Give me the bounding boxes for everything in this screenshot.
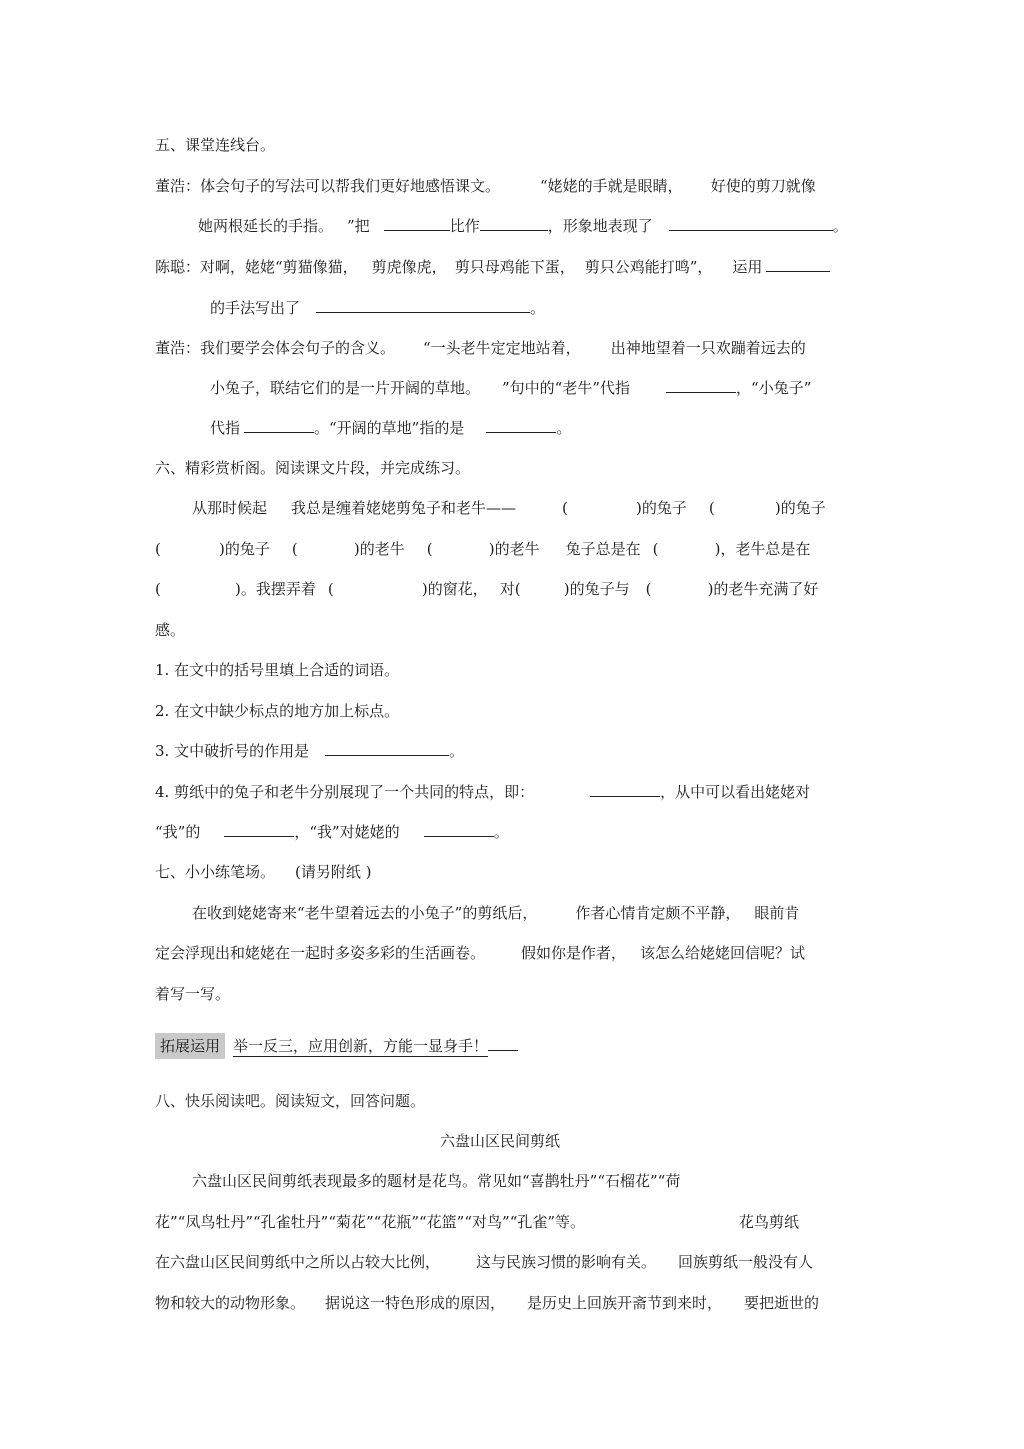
text: 代指: [210, 419, 241, 437]
s6-passage-line-4: 感。: [155, 621, 186, 639]
text: 剪只母鸡能下蛋，: [454, 258, 575, 276]
fill-blank[interactable]: [424, 822, 494, 837]
text: 。: [556, 419, 572, 437]
s6-passage-line-3: [155, 579, 818, 599]
extension-tag: 拓展运用: [155, 1033, 225, 1059]
text: 花”“凤鸟牡丹”“孔雀牡丹”“菊花”“花瓶”“花篮”“对鸟”“孔雀”等。: [155, 1213, 586, 1231]
text: ，形象地表现了: [547, 217, 653, 235]
text: 作者心情肯定颇不平静，: [575, 904, 741, 922]
paren-open[interactable]: (: [155, 580, 161, 598]
text: )的兔子: [636, 499, 687, 517]
text: )的兔子: [219, 540, 270, 558]
text: 出神地望着一只欢蹦着远去的: [610, 339, 806, 357]
text: )，老牛总是在: [714, 540, 811, 558]
text: 剪只公鸡能打鸣”，: [584, 258, 713, 276]
text: 陈聪：对啊，姥姥“剪猫像猫，: [155, 258, 358, 276]
article-title: 六盘山区民间剪纸: [440, 1132, 561, 1150]
question-2: 2. 在文中缺少标点的地方加上标点。: [155, 702, 400, 720]
paren-open[interactable]: (: [426, 540, 433, 558]
text: 我总是缠着姥姥剪兔子和老牛——: [291, 499, 517, 517]
s7-line-2: [155, 943, 805, 963]
text: 该怎么给姥姥回信呢？试: [640, 944, 806, 962]
text: 回族剪纸一般没有人: [678, 1253, 814, 1271]
fill-blank[interactable]: [590, 782, 660, 797]
text: ”把: [347, 217, 370, 235]
question-1: 1. 在文中的括号里填上合适的词语。: [155, 661, 400, 679]
text: 。: [449, 742, 465, 760]
article-line-3: [155, 1252, 813, 1272]
s5-line-4: [210, 298, 545, 318]
s5-line-2: [198, 216, 848, 236]
section-7-heading: 七、小小练笔场。: [155, 863, 276, 881]
text: 兔子总是在: [565, 540, 641, 558]
text: 在六盘山区民间剪纸中之所以占较大比例，: [155, 1253, 441, 1271]
text: )的老牛充满了好: [707, 580, 819, 598]
question-4-line-1: [155, 782, 810, 802]
fill-blank[interactable]: [384, 216, 450, 231]
text: )的窗花，: [421, 580, 488, 598]
text: “我”的: [155, 823, 201, 841]
text: ，从中可以看出姥姥对: [660, 783, 811, 801]
text: 假如你是作者，: [521, 944, 627, 962]
text: )的老牛: [488, 540, 540, 558]
text: 要把逝世的: [744, 1294, 820, 1312]
s7-line-1: [192, 903, 799, 923]
fill-blank[interactable]: [486, 418, 556, 433]
s5-line-7: [210, 418, 571, 438]
text: ，“我”对姥姥的: [294, 823, 400, 841]
article-line-2: [155, 1212, 799, 1232]
s5-line-1: [155, 176, 816, 196]
article-line-4: [155, 1293, 819, 1313]
text: 定会浮现出和姥姥在一起时多姿多彩的生活画卷。: [155, 944, 486, 962]
fill-blank[interactable]: [669, 216, 833, 231]
s5-line-3: [155, 257, 830, 277]
section-6-heading: 六、精彩赏析阁。阅读课文片段，并完成练习。: [155, 459, 471, 477]
text: 花鸟剪纸: [739, 1213, 800, 1231]
paren-open[interactable]: (: [652, 540, 659, 558]
fill-blank[interactable]: [316, 298, 530, 313]
s5-line-5: [155, 338, 806, 358]
fill-blank[interactable]: [480, 216, 548, 231]
text: “一头老牛定定地站着，: [423, 339, 581, 357]
text: 这与民族习惯的影响有关。: [476, 1253, 657, 1271]
article-line-1: 六盘山区民间剪纸表现最多的题材是花鸟。常见如“喜鹊牡丹”“石榴花”“荷: [192, 1172, 681, 1190]
text: 据说这一特色形成的原因，: [325, 1294, 506, 1312]
paren-open[interactable]: (: [291, 540, 298, 558]
text: 比作: [449, 217, 480, 235]
text: 剪虎像虎，: [371, 258, 447, 276]
fill-blank[interactable]: [244, 418, 314, 433]
question-4-line-2: [155, 822, 509, 842]
text: “姥姥的手就是眼睛，: [540, 177, 683, 195]
paren-open[interactable]: (: [708, 499, 715, 517]
text: 3. 文中破折号的作用是: [155, 742, 310, 760]
fill-blank[interactable]: [666, 378, 736, 393]
s5-line-6: [210, 378, 811, 398]
text: 在收到姥姥寄来“老牛望着远去的小兔子”的剪纸后，: [192, 904, 538, 922]
text: )的兔子: [774, 499, 826, 517]
question-3: [155, 741, 464, 761]
text: 好使的剪刀就像: [710, 177, 816, 195]
paren-open[interactable]: 对(: [499, 580, 521, 598]
paren-open[interactable]: (: [562, 499, 568, 517]
paren-open[interactable]: (: [327, 580, 334, 598]
text: 董浩：体会句子的写法可以帮我们更好地感悟课文。: [155, 177, 501, 195]
text: )。我摆弄着: [235, 580, 316, 598]
text: 从那时候起: [192, 499, 268, 517]
text: 她两根延长的手指。: [198, 217, 334, 235]
text: 眼前肯: [754, 904, 800, 922]
extension-slogan: 举一反三，应用创新，方能一显身手！: [233, 1037, 489, 1055]
text: 董浩：我们要学会体会句子的含义。: [155, 339, 396, 357]
attach-note: (请另附纸 ): [295, 863, 372, 881]
paren-open[interactable]: (: [155, 540, 161, 558]
text: )的老牛: [353, 540, 405, 558]
text: 的手法写出了: [210, 299, 301, 317]
paren-open[interactable]: (: [645, 580, 652, 598]
text: 。: [832, 217, 848, 235]
section-5-heading: 五、课堂连线台。: [155, 136, 276, 154]
text: ，“小兔子”: [736, 379, 812, 397]
fill-blank[interactable]: [325, 741, 449, 756]
text: 小兔子，联结它们的是一片开阔的草地。: [210, 379, 481, 397]
fill-blank[interactable]: [224, 822, 294, 837]
text: 是历史上回族开斋节到来时，: [527, 1294, 723, 1312]
text: 。“开阔的草地”指的是: [314, 419, 465, 437]
text: 。: [493, 823, 509, 841]
text: 4. 剪纸中的兔子和老牛分别展现了一个共同的特点，即：: [155, 783, 535, 801]
text: )的兔子与: [563, 580, 630, 598]
text: 运用: [732, 258, 763, 276]
s6-passage-line-1: [192, 498, 826, 518]
fill-blank[interactable]: [766, 257, 830, 272]
text: 。: [530, 299, 546, 317]
text: 物和较大的动物形象。: [155, 1294, 306, 1312]
s7-line-3: 着写一写。: [155, 985, 231, 1003]
section-8-heading: 八、快乐阅读吧。阅读短文，回答问题。: [155, 1092, 426, 1110]
s6-passage-line-2: [155, 539, 810, 559]
extension-banner: [155, 1033, 518, 1059]
section-7-heading-line: [155, 862, 372, 882]
text: ”句中的“老牛”代指: [502, 379, 631, 397]
